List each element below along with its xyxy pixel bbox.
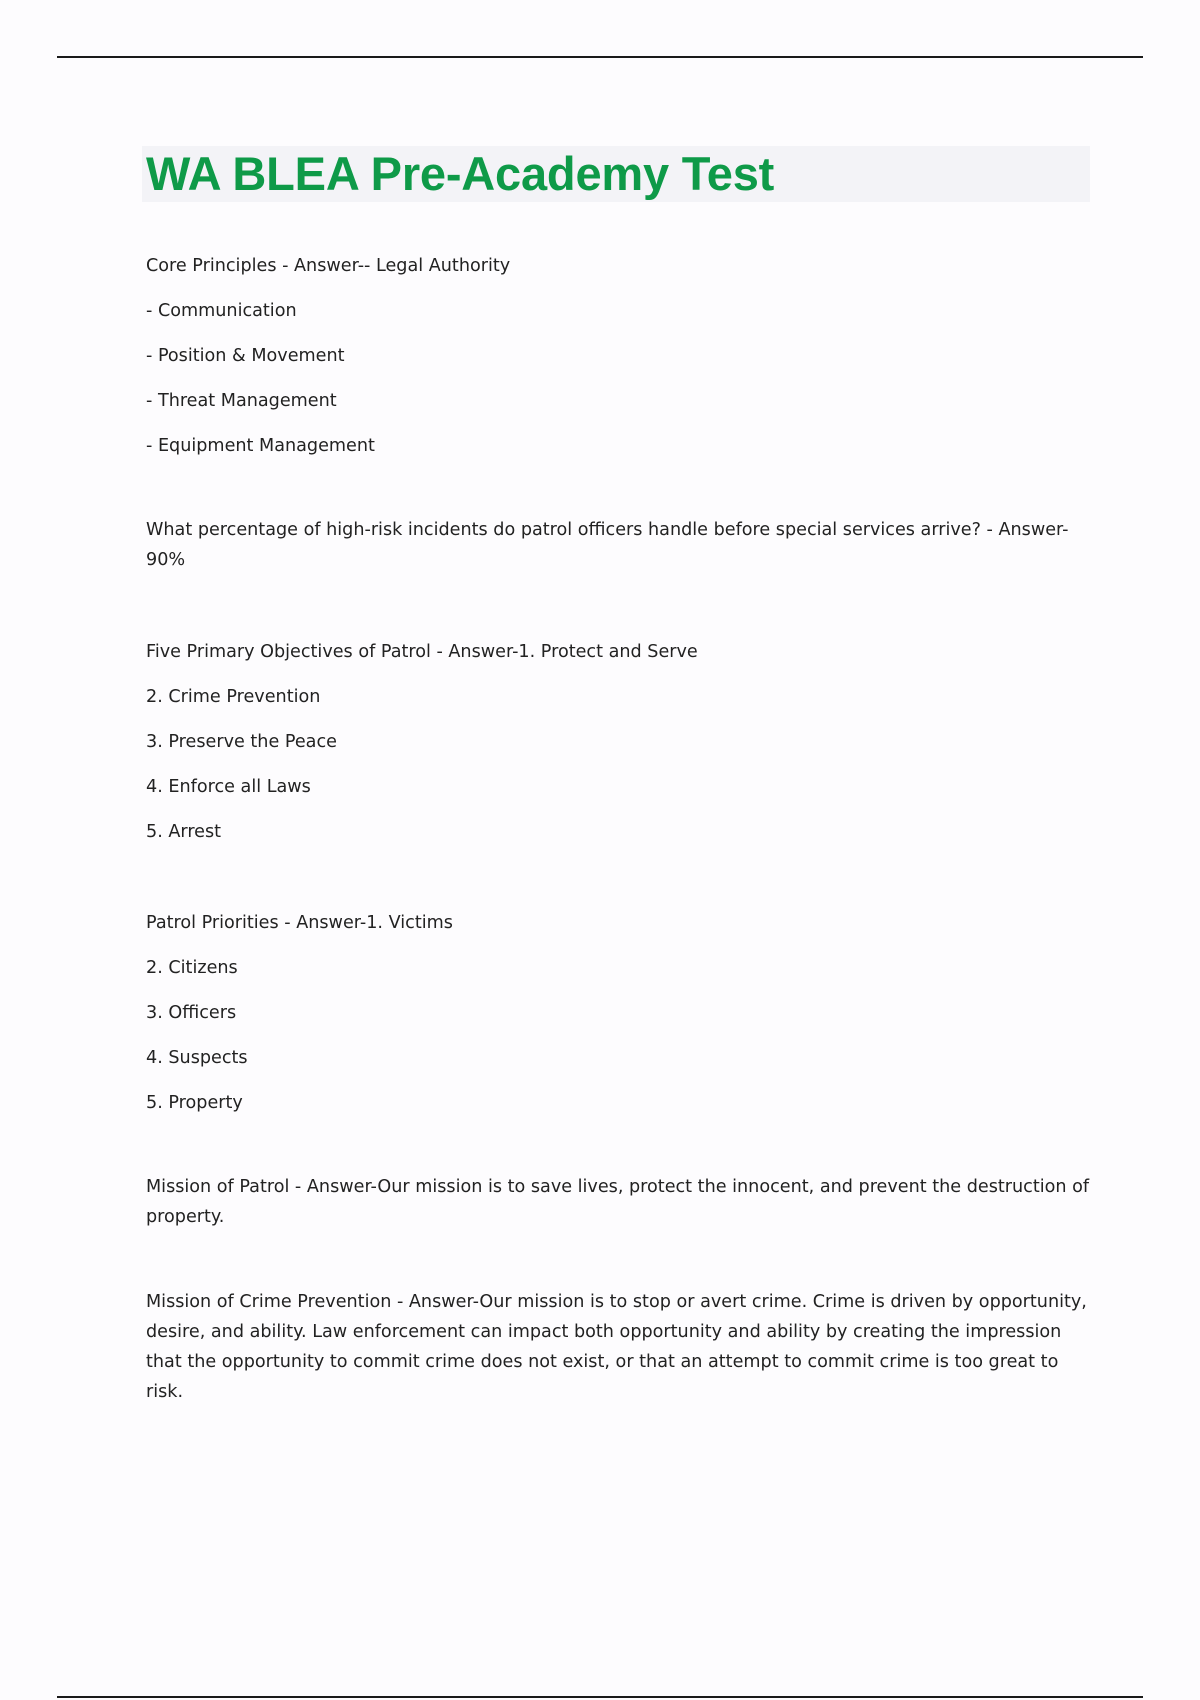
qa-paragraph: Mission of Crime Prevention - Answer-Our mission is to stop or avert crime. Crime is driven by opportunity, desire, and ability. Law enforcement can impact both opportunity and ability by creating the impression that the opportunity to commit crime does not exist, or that an attempt to commit crime is too great to risk. (146, 1292, 1087, 1402)
qa-line: Core Principles - Answer-- Legal Authority (146, 256, 511, 276)
qa-line: - Equipment Management (146, 436, 375, 456)
document-title: WA BLEA Pre-Academy Test (146, 147, 775, 200)
qa-patrol-objectives (146, 630, 1096, 855)
qa-line: 3. Preserve the Peace (146, 732, 337, 752)
qa-line: 4. Enforce all Laws (146, 777, 311, 797)
qa-line: Five Primary Objectives of Patrol - Answer-1. Protect and Serve (146, 642, 698, 662)
qa-line: Patrol Priorities - Answer-1. Victims (146, 913, 453, 933)
qa-line: 5. Arrest (146, 822, 222, 842)
qa-line: 3. Officers (146, 1003, 237, 1023)
qa-high-risk-percentage (146, 515, 1096, 575)
document-body (146, 244, 1096, 1407)
qa-line: - Position & Movement (146, 346, 345, 366)
qa-line: - Threat Management (146, 391, 337, 411)
qa-paragraph: What percentage of high-risk incidents do patrol officers handle before special services arrive? - Answer-90% (146, 520, 1069, 570)
qa-mission-of-crime-prevention (146, 1287, 1096, 1407)
page-bottom-rule (57, 1696, 1143, 1698)
qa-line: 2. Citizens (146, 958, 238, 978)
page-top-rule (57, 56, 1143, 58)
qa-core-principles (146, 244, 1096, 469)
qa-line: 4. Suspects (146, 1048, 248, 1068)
qa-line: 5. Property (146, 1093, 243, 1113)
qa-line: 2. Crime Prevention (146, 687, 321, 707)
qa-mission-of-patrol (146, 1172, 1096, 1232)
qa-line: - Communication (146, 301, 297, 321)
qa-patrol-priorities (146, 901, 1096, 1126)
qa-paragraph: Mission of Patrol - Answer-Our mission is to save lives, protect the innocent, and prevent the destruction of property. (146, 1177, 1090, 1227)
